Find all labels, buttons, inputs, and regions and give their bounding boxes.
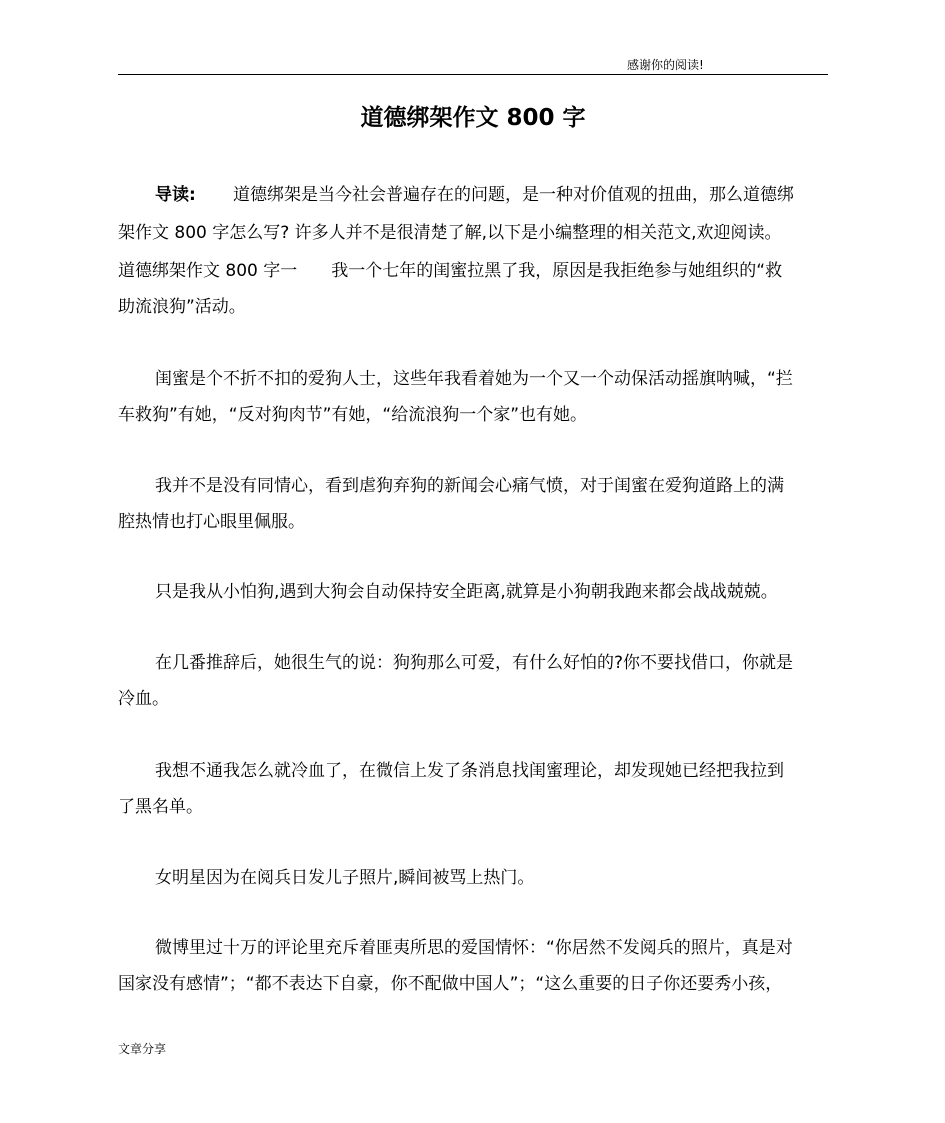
header-text: 感谢你的阅读!: [627, 58, 704, 72]
paragraph-7-line-2: 国家没有感情”；“都不表达下自豪，你不配做中国人”；“这么重要的日子你还要秀小孩，: [118, 974, 783, 994]
paragraph-1-line-1: 闺蜜是个不折不扣的爱狗人士，这些年我看着她为一个又一个动保活动摇旗呐喊，“拦: [155, 369, 793, 389]
paragraph-2-line-1: 我并不是没有同情心，看到虐狗弃狗的新闻会心痛气愤，对于闺蜜在爱狗道路上的满: [155, 476, 784, 496]
footer-text: 文章分享: [118, 1042, 167, 1056]
paragraph-1-line-2: 车救狗”有她，“反对狗肉节”有她，“给流浪狗一个家”也有她。: [118, 405, 588, 425]
paragraph-6-line-1: 女明星因为在阅兵日发儿子照片,瞬间被骂上热门。: [155, 868, 535, 888]
header-divider: [118, 74, 828, 75]
article-first-sentence-cont: 助流浪狗”活动。: [118, 297, 246, 317]
intro-text-1: 道德绑架是当今社会普遍存在的问题，是一种对价值观的扭曲，那么道德绑: [233, 185, 794, 205]
intro-line-2: 架作文 800 字怎么写? 许多人并不是很清楚了解,以下是小编整理的相关范文,欢迎阅读。: [118, 223, 782, 243]
paragraph-5-line-1: 我想不通我怎么就冷血了，在微信上发了条消息找闺蜜理论，却发现她已经把我拉到: [155, 761, 784, 781]
paragraph-4-line-1: 在几番推辞后，她很生气的说：狗狗那么可爱，有什么好怕的?你不要找借口，你就是: [155, 653, 794, 673]
paragraph-7-line-1: 微博里过十万的评论里充斥着匪夷所思的爱国情怀：“你居然不发阅兵的照片，真是对: [155, 938, 793, 958]
paragraph-2-line-2: 腔热情也打心眼里佩服。: [118, 512, 305, 532]
article-first-sentence: 我一个七年的闺蜜拉黑了我，原因是我拒绝参与她组织的“救: [331, 261, 783, 281]
intro-label: 导读:: [155, 185, 196, 205]
intro-line-1: [155, 184, 794, 206]
paragraph-5-line-2: 了黑名单。: [118, 797, 203, 817]
paragraph-3-line-1: 只是我从小怕狗,遇到大狗会自动保持安全距离,就算是小狗朝我跑来都会战战兢兢。: [155, 582, 778, 602]
article-heading: 道德绑架作文 800 字一: [118, 261, 298, 281]
page-title: 道德绑架作文 800 字: [360, 105, 586, 131]
article-heading-line: [118, 260, 782, 282]
paragraph-4-line-2: 冷血。: [118, 689, 169, 709]
